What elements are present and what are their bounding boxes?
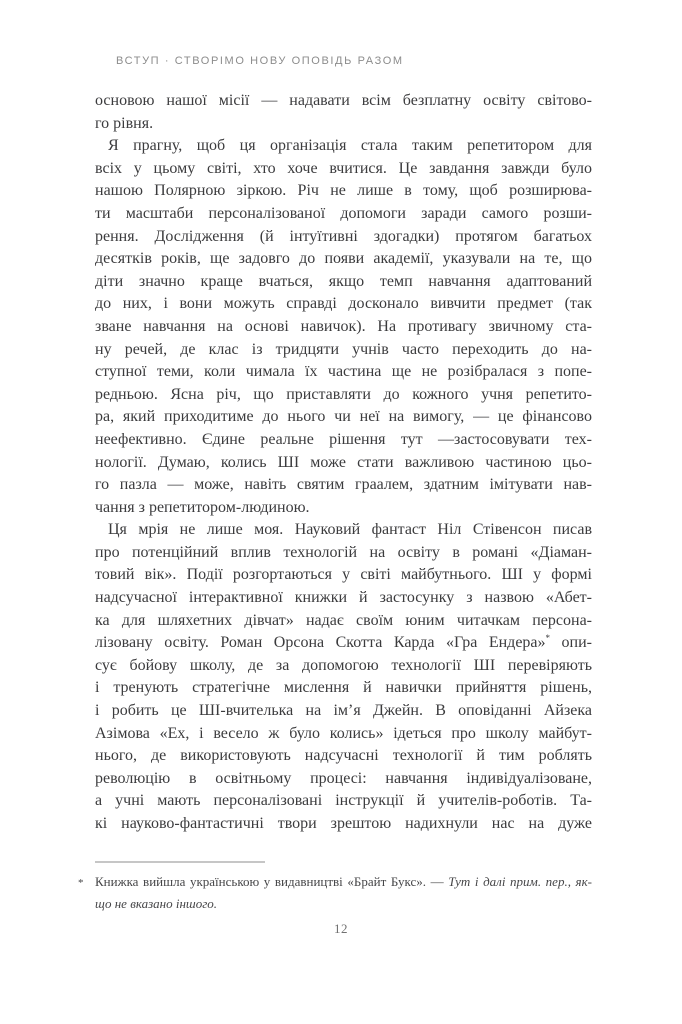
footnote-italic-text: що не вказано іншого. [95, 895, 218, 911]
text-line: Азімова «Ех, і весело ж було колись» ідеться про школу майбут- [95, 724, 592, 742]
text-line: революцію в освітньому процесі: навчання індивідуалізоване, [95, 769, 592, 787]
paragraph [95, 519, 592, 835]
text-line: товий вік». Події розгортаються у світі майбутнього. ШІ у формі [95, 566, 592, 584]
text-line: лізовану освіту. Роман Орсона Скотта Карда «Гра Ендера»* опи- [95, 633, 593, 652]
paragraph [95, 135, 592, 519]
text-line: неефективно. Єдине реальне рішення тут —застосовувати тех- [95, 430, 592, 448]
footnote [78, 871, 592, 914]
text-line: а учні мають персоналізовані інструкції й учителів-роботів. Та- [95, 792, 592, 810]
body-text [95, 90, 592, 836]
footnote-line: Книжка вийшла українською у видавництві «Брайт Букс». — Тут і далі прим. пер., як- [95, 874, 592, 889]
running-header: ВСТУП · СТВОРІМО НОВУ ОПОВІДЬ РАЗОМ [116, 55, 404, 67]
text-line: і робить це ШІ-вчителька на ім’я Джейн. В оповіданні Айзека [95, 702, 592, 720]
text-line: ра, який приходитиме до нього чи неї на вимогу, — це фінансово [95, 408, 592, 426]
footnote-line [95, 893, 592, 915]
text-line: десятків років, ще задовго до появи академії, указували на те, що [95, 250, 592, 268]
text-line: зване навчання на основі навичок). На противагу звичному ста- [95, 317, 592, 335]
text-line: редньою. Ясна річ, що приставляти до кожного учня репетито- [95, 385, 592, 403]
text-line: нашою Полярною зіркою. Річ не лише в тому, щоб розширюва- [95, 182, 592, 200]
footnote-marker: * [78, 877, 84, 889]
text-line: Ця мрія не лише моя. Науковий фантаст Ніл Стівенсон писав [108, 521, 592, 539]
footnote-text [95, 871, 592, 914]
text-line: всіх у цьому світі, хто хоче вчитися. Це завдання завжди було [95, 159, 592, 177]
text-line: го рівня. [95, 114, 154, 132]
text-line: сує бойову школу, де за допомогою технології ШІ перевіряють [95, 656, 592, 674]
page-number: 12 [334, 921, 348, 936]
footnote-divider [95, 861, 265, 863]
text-line: діти значно краще вчаться, якщо темп навчання адаптований [95, 272, 592, 290]
text-line: кі науково-фантастичні твори зрештою надихнули нас на дуже [95, 815, 592, 832]
text-line: го пазла — може, навіть святим граалем, здатним імітувати нав- [95, 476, 592, 494]
text-line: до них, і вони можуть справді досконало вивчити предмет (так [95, 295, 592, 313]
text-line: і тренують стратегічне мислення й навички прийняття рішень, [95, 679, 592, 697]
text-line: рення. Дослідження (й інтуїтивні здогадки) протягом багатьох [95, 227, 592, 245]
text-line: надсучасної інтерактивної книжки й застосунку з назвою «Абет- [95, 589, 592, 607]
footnote-reference: * [545, 633, 551, 644]
text-line: основою нашої місії — надавати всім безплатну освіту світово- [95, 92, 592, 109]
text-line: ти масштаби персоналізованої допомоги заради самого розши- [95, 204, 592, 222]
text-line: нього, де використовують надсучасні технології й тим роблять [95, 747, 592, 765]
text-line: нології. Думаю, колись ШІ може стати важливою частиною цьо- [95, 453, 592, 471]
text-line: про потенційний вплив технологій на освіту в романі «Діаман- [95, 543, 592, 561]
text-line: чання з репетитором-людиною. [95, 498, 310, 516]
text-line: ка для шляхетних дівчат» надає своїм юним читачкам персона- [95, 611, 592, 629]
text-line: Я прагну, щоб ця організація стала таким репетитором для [108, 137, 592, 155]
text-line: ступної теми, коли чимала їх частина ще не розібралася з попе- [95, 363, 592, 381]
footnote-italic-text: Тут і далі прим. пер., як- [448, 874, 592, 889]
text-line: ну речей, де клас із тридцяти учнів часто переходить до на- [95, 340, 592, 358]
paragraph [95, 90, 592, 135]
